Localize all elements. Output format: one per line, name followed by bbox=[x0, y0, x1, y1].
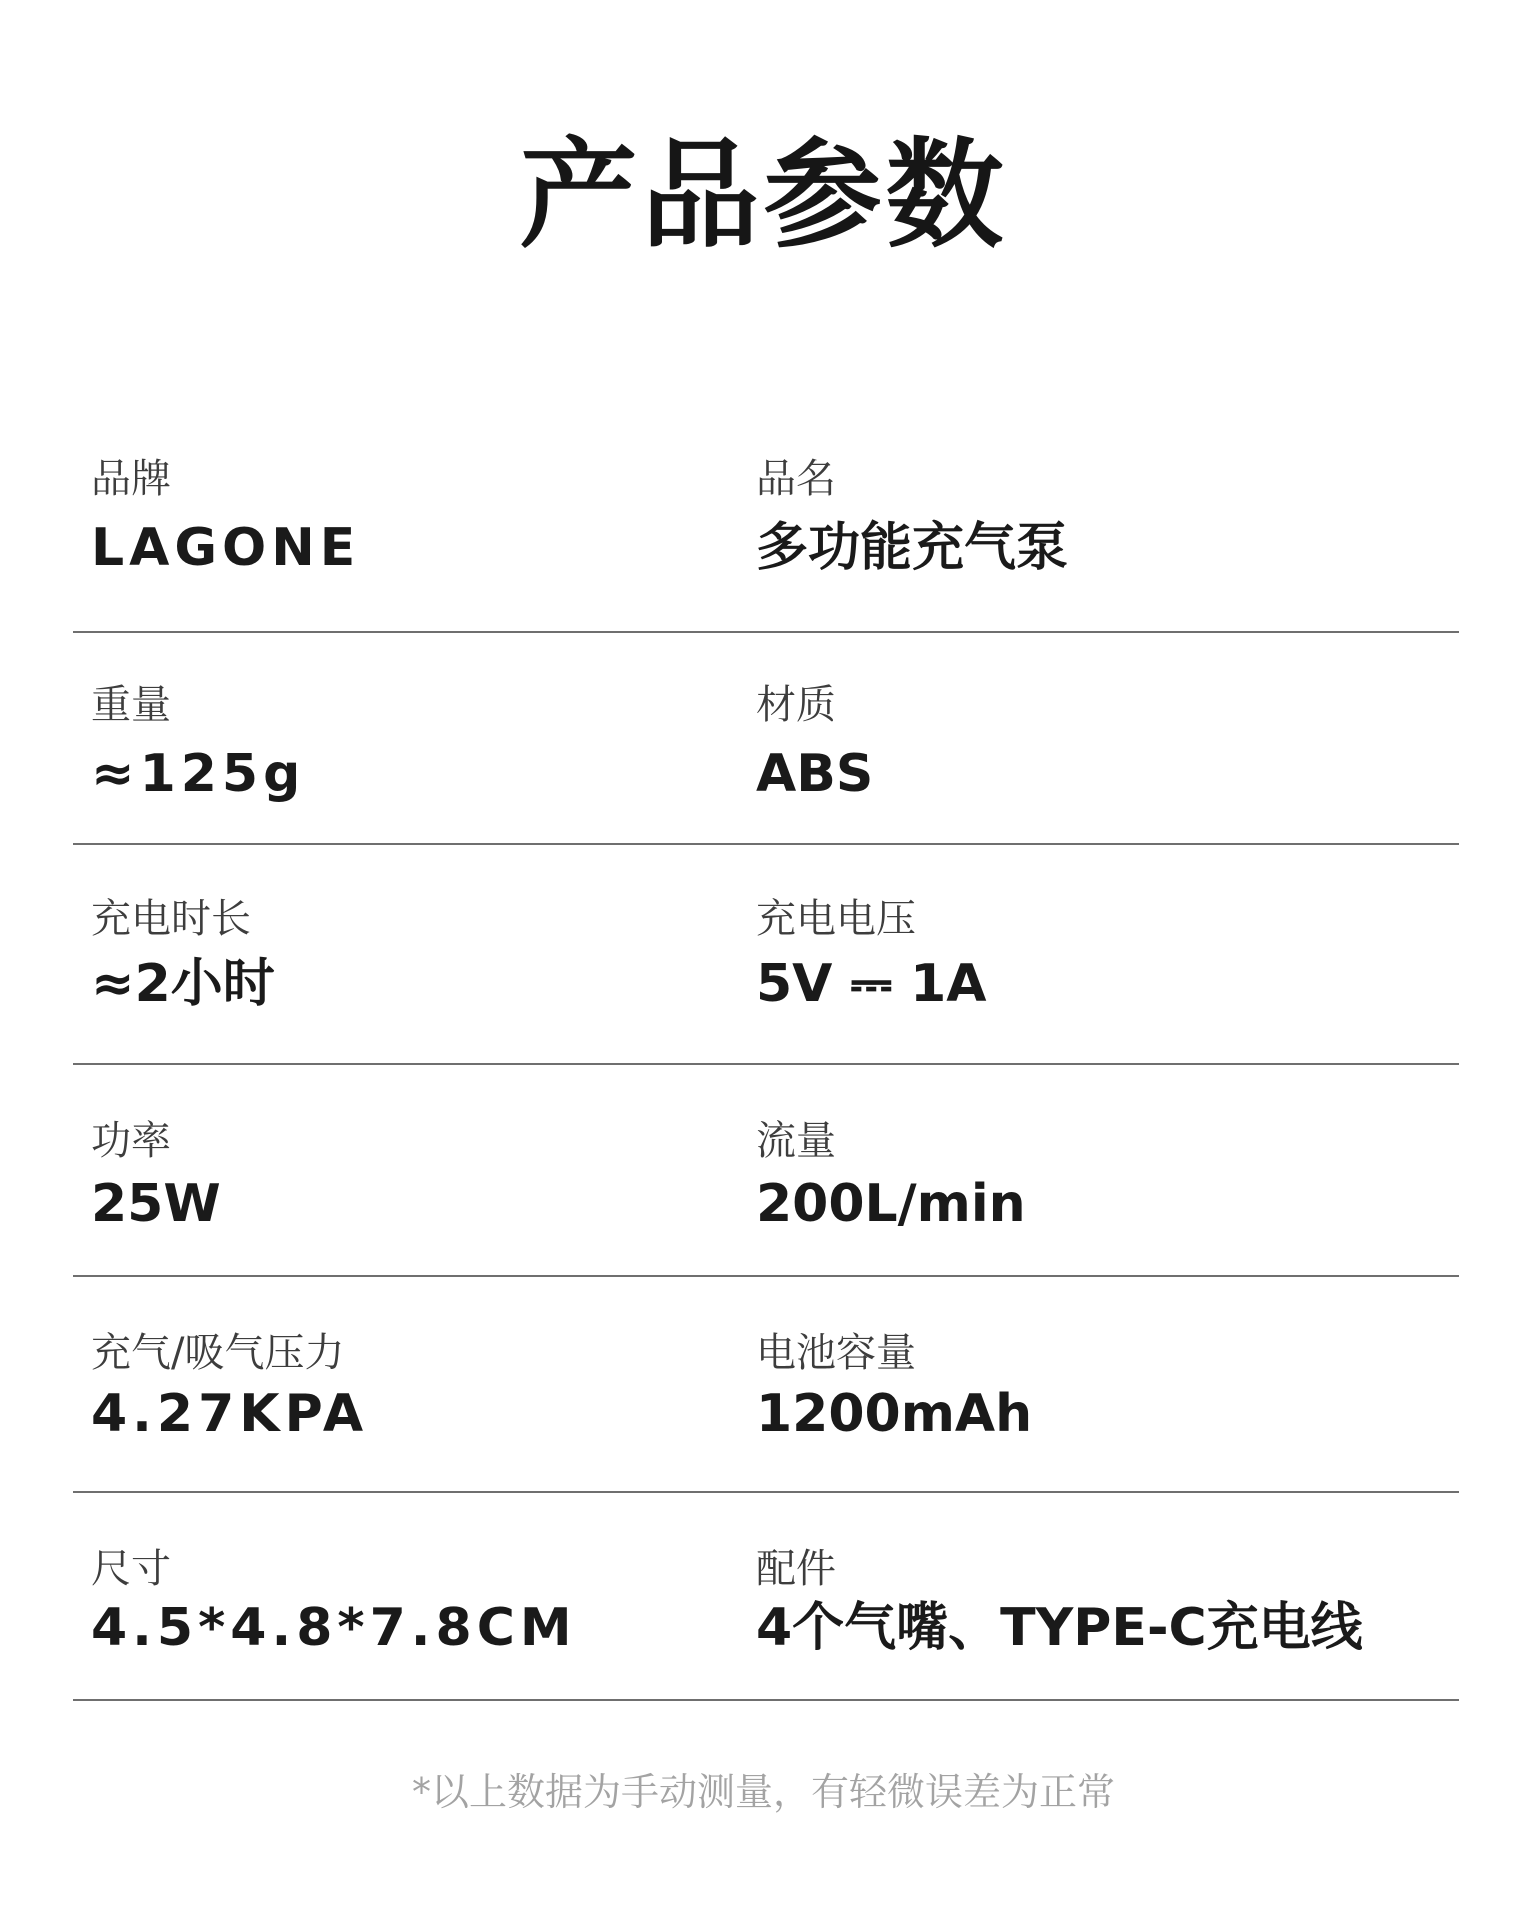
spec-power bbox=[91, 1117, 221, 1235]
spec-value: ≈125g bbox=[91, 744, 306, 804]
spec-value: 25W bbox=[91, 1174, 221, 1234]
footnote: *以上数据为手动测量，有轻微误差为正常 bbox=[411, 1770, 1115, 1814]
spec-size bbox=[91, 1545, 577, 1659]
spec-label: 流量 bbox=[756, 1118, 836, 1164]
spec-value: 5V ⎓ 1A bbox=[756, 954, 987, 1014]
spec-charge-voltage bbox=[756, 895, 987, 1015]
spec-label: 充气/吸气压力 bbox=[91, 1330, 345, 1376]
spec-label: 充电时长 bbox=[91, 896, 251, 942]
spec-brand bbox=[91, 455, 360, 579]
spec-label: 电池容量 bbox=[756, 1330, 916, 1376]
spec-product-name bbox=[756, 455, 1068, 579]
spec-label: 功率 bbox=[91, 1118, 171, 1164]
spec-row-size bbox=[73, 1493, 1459, 1701]
spec-row-power bbox=[73, 1065, 1459, 1277]
spec-value: 1200mAh bbox=[756, 1384, 1033, 1444]
spec-material bbox=[756, 681, 873, 805]
spec-label: 充电电压 bbox=[756, 896, 916, 942]
spec-label: 材质 bbox=[756, 682, 836, 728]
spec-row-pressure bbox=[73, 1277, 1459, 1493]
spec-value: ABS bbox=[756, 744, 874, 804]
page-title: 产品参数 bbox=[519, 126, 1008, 264]
spec-value: 4.27KPA bbox=[91, 1384, 369, 1444]
spec-value: 4.5*4.8*7.8CM bbox=[91, 1598, 577, 1658]
spec-battery bbox=[756, 1329, 1032, 1445]
spec-row-brand bbox=[73, 455, 1459, 633]
spec-value: 200L/min bbox=[756, 1174, 1026, 1234]
spec-label: 品名 bbox=[756, 456, 836, 502]
spec-accessories bbox=[756, 1545, 1363, 1659]
spec-pressure bbox=[91, 1329, 368, 1445]
spec-table bbox=[73, 455, 1459, 1701]
spec-charge-time bbox=[91, 895, 275, 1015]
spec-flow bbox=[756, 1117, 1026, 1235]
spec-label: 配件 bbox=[756, 1546, 836, 1592]
spec-label: 尺寸 bbox=[91, 1546, 171, 1592]
spec-value: ≈2小时 bbox=[91, 954, 275, 1014]
spec-label: 品牌 bbox=[91, 456, 171, 502]
spec-weight bbox=[91, 681, 305, 805]
spec-row-weight bbox=[73, 633, 1459, 845]
spec-value: LAGONE bbox=[91, 518, 361, 578]
spec-value: 多功能充气泵 bbox=[756, 518, 1069, 578]
spec-value: 4个气嘴、TYPE-C充电线 bbox=[756, 1598, 1363, 1658]
spec-row-charge bbox=[73, 845, 1459, 1065]
spec-label: 重量 bbox=[91, 682, 171, 728]
